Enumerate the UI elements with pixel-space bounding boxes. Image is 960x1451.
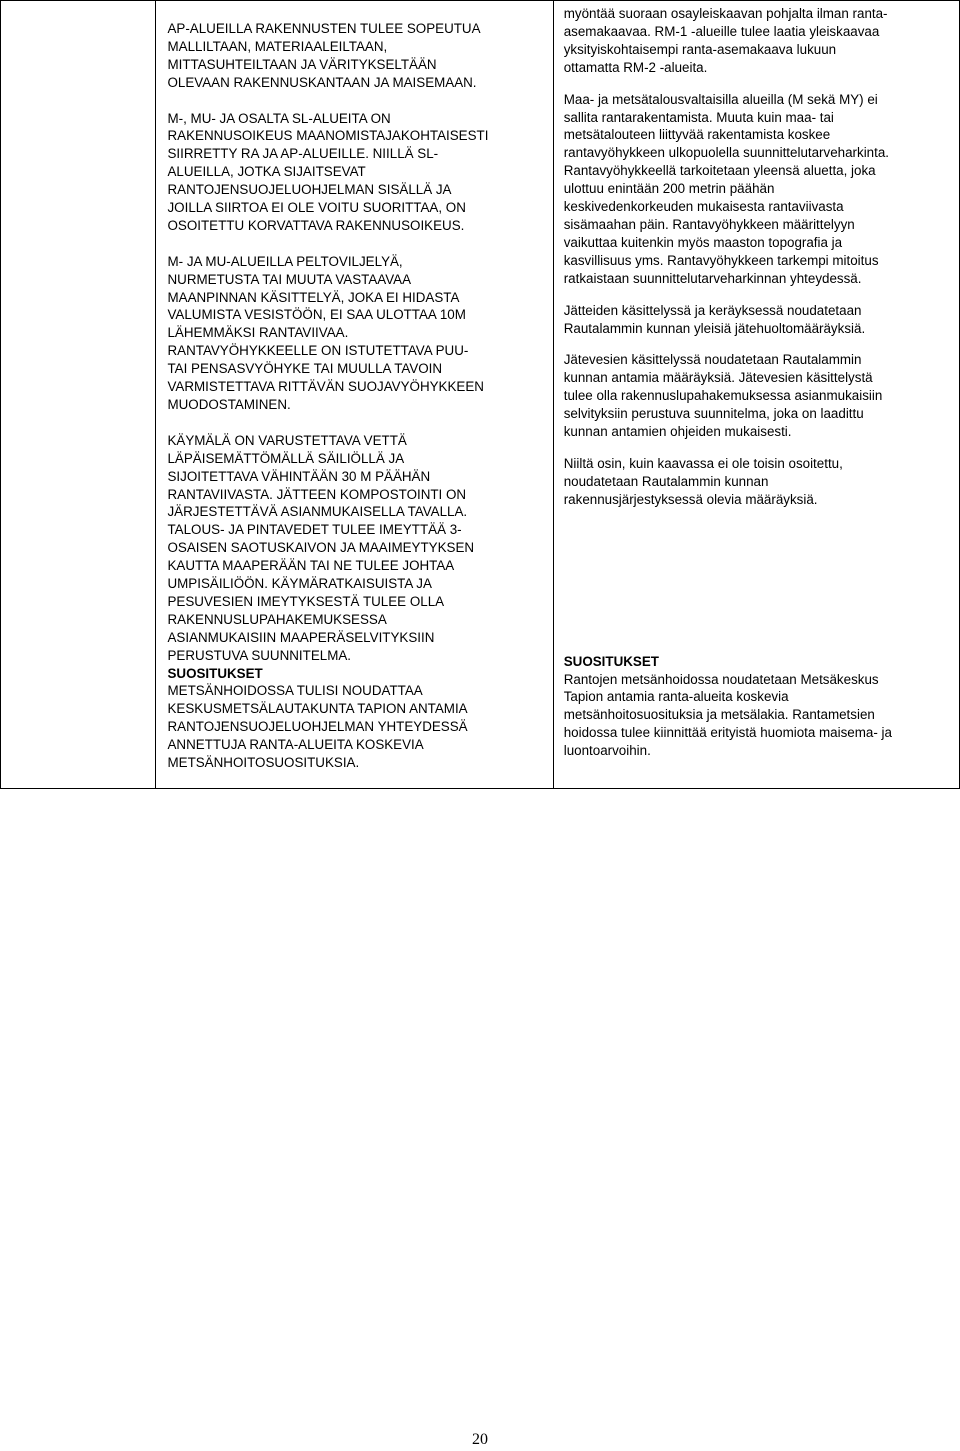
building-rights-transfer-paragraph: M-, MU- JA OSALTA SL-ALUEITA ON RAKENNUSOIKEUS MAANOMISTAJAKOHTAISESTI SIIRRETTY RA JA AP-ALUEILLE. NIILLÄ SL- ALUEILLA, JOTKA SIJAITSEVAT RANTOJENSUOJELUOHJELMAN SISÄLLÄ JA JOILLA SIIRTOA EI OLE VOITU SUORITTAA, ON OSOITETTU KORVATTAVA RAKENNUSOIKEUS. — [167, 110, 489, 233]
description-cell — [553, 1, 959, 789]
recommendations-heading: SUOSITUKSET — [167, 665, 263, 681]
empty-label-cell — [1, 1, 156, 789]
wastewater-paragraph: KÄYMÄLÄ ON VARUSTETTAVA VETTÄ LÄPÄISEMÄTTÖMÄLLÄ SÄILIÖLLÄ JA SIJOITETTAVA VÄHINTÄÄN 30 M PÄÄHÄN RANTAVIIVASTA. JÄTTEEN KOMPOSTOINTI ON JÄRJESTETTÄVÄ ASIANMUKAISELLA TAVALLA. TALOUS- JA PINTAVEDET TULEE IMEYTTÄÄ 3- OSAISEN SAOTUSKAIVON JA MAAIMEYTYKSEN KAUTTA MAAPERÄÄN TAI NE TULEE JOHTAA UMPISÄILIÖÖN. KÄYMÄRATKAISUISTA JA PESUVESIEN IMEYTYKSESTÄ TULEE OLLA RAKENNUSLUPAHAKEMUKSESSA ASIANMUKAISIIN MAAPERÄSELVITYKSIIN PERUSTUVA SUUNNITELMA. — [167, 432, 475, 663]
forestry-description-paragraph: Rantojen metsänhoidossa noudatetaan Metsäkeskus Tapion antamia ranta-alueita koskevia metsänhoitosuosituksia ja metsälakia. Rantametsien hoidossa tulee kiinnittää erityistä huomiota maisema- ja luontoarvoihin. — [563, 671, 892, 759]
regulation-cell — [156, 1, 553, 789]
forestry-recommendation-paragraph: METSÄNHOIDOSSA TULISI NOUDATTAA KESKUSMETSÄLAUTAKUNTA TAPION ANTAMIA RANTOJENSUOJELUOHJELMAN YHTEYDESSÄ ANNETTUJA RANTA-ALUEITA KOSKEVIA METSÄNHOITOSUOSITUKSIA. — [167, 683, 468, 771]
table-row — [1, 1, 960, 789]
shore-plan-paragraph: myöntää suoraan osayleiskaavan pohjalta ilman ranta- asemakaavaa. RM-1 -alueille tulee laatia yleiskaavaa yksityiskohtaisempi ranta-asemakaava lukuun ottamatta RM-2 -alueita. — [563, 6, 888, 75]
recommendations-heading: SUOSITUKSET — [563, 653, 659, 669]
building-adaptation-paragraph: AP-ALUEILLA RAKENNUSTEN TULEE SOPEUTUA MALLILTAAN, MATERIAALEILTAAN, MITTASUHTEILTAAN JA VÄRITYKSELTÄÄN OLEVAAN RAKENNUSKANTAAN JA MAISEMAAN. — [167, 21, 481, 90]
agricultural-areas-paragraph: Maa- ja metsätalousvaltaisilla alueilla (M sekä MY) ei sallita rantarakentamista. Muuta kuin maa- tai metsätalouteen liittyvää rakentamista koskee rantavyöhykkeen ulkopuolella suunnittelutarveharkinta. Rantavyöhykkeellä tarkoitetaan yleensä aluetta, joka ulottuu enintään 200 metrin päähän keskivedenkorkeuden mukaisesta rantaviivasta sisämaahan päin. Rantavyöhykkeen määrittelyyn vaikuttaa kuitenkin myös maaston topografia ja kasvillisuus yms. Rantavyöhykkeen tarkempi mitoitus ratkaistaan suunnittelutarveharkinnan yhteydessä. — [563, 91, 890, 286]
shore-zone-paragraph: M- JA MU-ALUEILLA PELTOVILJELYÄ, NURMETUSTA TAI MUUTA VASTAAVAA MAANPINNAN KÄSITTELYÄ, JOKA EI HIDASTA VALUMISTA VESISTÖÖN, EI SAA ULOTTAA 10M LÄHEMMÄKSI RANTAVIIVAA. RANTAVYÖHYKKEELLE ON ISTUTETTAVA PUU- TAI PENSASVYÖHYKE TAI MUULLA TAVOIN VARMISTETTAVA RITTÄVÄN SUOJAVYÖHYKKEEN MUODOSTAMINEN. — [167, 253, 484, 412]
waste-handling-paragraph: Jätteiden käsittelyssä ja keräyksessä noudatetaan Rautalammin kunnan yleisiä jätehuoltomääräyksiä. — [563, 302, 866, 336]
building-ordinance-paragraph: Niiltä osin, kuin kaavassa ei ole toisin osoitettu, noudatetaan Rautalammin kunnan rakennusjärjestyksessä olevia määräyksiä. — [563, 455, 843, 507]
page-number: 20 — [472, 1431, 488, 1448]
wastewater-description-paragraph: Jätevesien käsittelyssä noudatetaan Rautalammin kunnan antamia määräyksiä. Jätevesien käsittelystä tulee olla rakennuslupahakemuksessa asianmukaisiin selvityksiin perustuva suunnitelma, joka on laadittu kunnan antamien ohjeiden mukaisesti. — [563, 352, 883, 440]
